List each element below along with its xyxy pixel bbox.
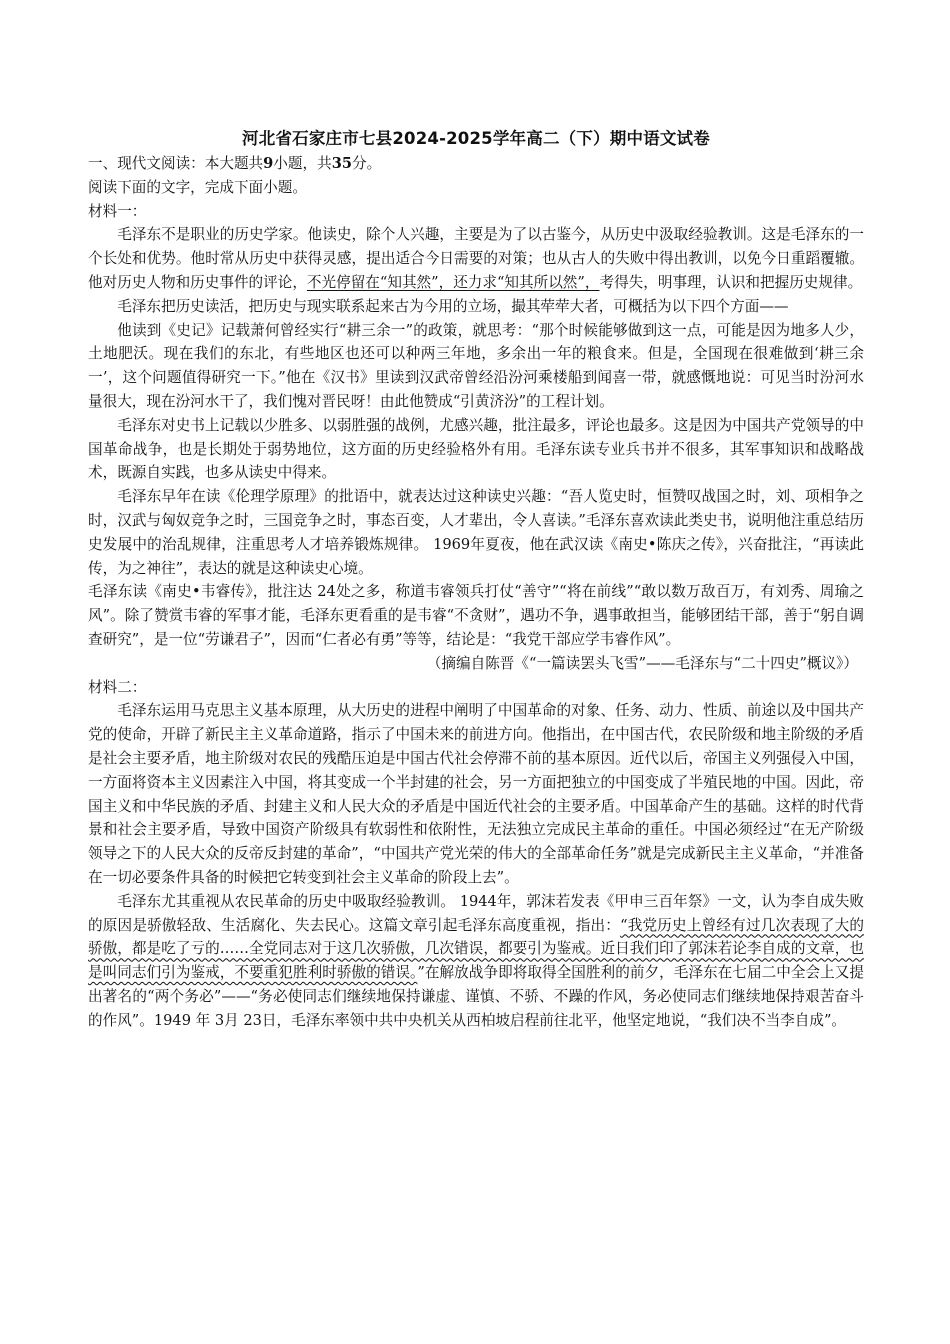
reading-instruction: 阅读下面的文字，完成下面小题。 — [88, 178, 307, 196]
material-one-paragraph-5: 毛泽东早年在读《伦理学原理》的批语中，就表达过这种读史兴趣：“吾人览史时，恒赞叹战国之时，刘、项相争之时，汉武与匈奴竞争之时，三国竞争之时，事态百变，人才辈出，令人喜读。”毛泽东喜欢读此类史书，说明他注重总结历史发展中的治乱规律，注重思考人才培养锻炼规律。 1969年夏夜，他在武汉读《南史•陈庆之传》，兴奋批注，“再读此传，为之神往”，表达的就是这种读史心境。 — [88, 488, 864, 577]
m1-p1-text-end: 考得失，明事理，认识和把握历史规律。 — [599, 273, 863, 291]
material-one-label: 材料一： — [88, 202, 147, 220]
section-heading-suffix: 分。 — [352, 155, 382, 172]
m2-p2-text-end: ”在解放战争即将取得全国胜利的前夕，毛泽东在七届二中全会上又提出著名的“两个务必”——“务必使同志们继续地保持谦虚、谨慎、不骄、不躁的作风，务必使同志们继续地保持艰苦奋斗的作风”。1949 年 3月 23日，毛泽东率领中共中央机关从西柏坡启程前往北平，他坚定地说，“我们决不当李自成”。 — [88, 964, 865, 1029]
material-one-paragraph-3: 他读到《史记》记载萧何曾经实行“耕三余一”的政策，就思考：“那个时候能够做到这一点，可能是因为地多人少，土地肥沃。现在我们的东北，有些地区也还可以种两三年地，多余出一年的粮食来。但是，全国现在很难做到‘耕三余一’，这个问题值得研究一下。”他在《汉书》里读到汉武帝曾经沿汾河乘楼船到闻喜一带，就感慨地说：可见当时汾河水量很大，现在汾河水干了，我们愧对晋民呀！由此他赞成“引黄济汾”的工程计划。 — [88, 321, 864, 410]
material-one-paragraph-1 — [88, 223, 864, 294]
material-one-paragraph-2: 毛泽东把历史读活，把历史与现实联系起来古为今用的立场，撮其荦荦大者，可概括为以下四个方面—— — [117, 297, 789, 315]
exam-title: 河北省石家庄市七县2024-2025学年高二（下）期中语文试卷 — [242, 129, 710, 148]
material-one-source: （摘编自陈晋《“一篇读罢头飞雪”——毛泽东与“二十四史”概议》） — [426, 654, 858, 672]
m2-p2-text: 毛泽东尤其重视从农民革命的历史中吸取经验教训。 1944年，郭沫若发表《甲申三百年祭》一文，认为李自成失败的原因是骄傲轻敌、生活腐化、失去民心。这篇文章引起毛泽东高度重视，指出： — [88, 892, 864, 934]
section-score: 35 — [331, 155, 352, 172]
section-heading — [88, 152, 864, 176]
material-two-paragraph-1: 毛泽东运用马克思主义基本原理，从大历史的进程中阐明了中国革命的对象、任务、动力、性质、前途以及中国共产党的使命，开辟了新民主主义革命道路，指示了中国未来的前进方向。他指出，在中国古代，农民阶级和地主阶级的矛盾是社会主要矛盾，地主阶级对农民的残酷压迫是中国古代社会停滞不前的基本原因。近代以后，帝国主义列强侵入中国，一方面将资本主义因素注入中国，将其变成一个半封建的社会，另一方面把独立的中国变成了半殖民地的中国。因此，帝国主义和中华民族的矛盾、封建主义和人民大众的矛盾是中国近代社会的主要矛盾。中国革命产生的基础。这样的时代背景和社会主要矛盾，导致中国资产阶级具有软弱性和依附性，无法独立完成民主革命的重任。中国必须经过“在无产阶级领导之下的人民大众的反帝反封建的革命”，“中国共产党光荣的伟大的全部革命任务”就是完成新民主主义革命，“并准备在一切必要条件具备的时候把它转变到社会主义革命的阶段上去”。 — [88, 702, 864, 886]
section-heading-middle: 小题，共 — [273, 155, 332, 172]
material-one-paragraph-6: 毛泽东读《南史•韦睿传》，批注达 24处之多，称道韦睿领兵打仗“善守”“将在前线”“敢以数万敌百万，有刘秀、周瑜之风”。除了赞赏韦睿的军事才能，毛泽东更看重的是韦睿“不贪财”，遇功不争，遇事敢担当，能够团结干部，善于“躬自调查研究”，是一位“劳谦君子”，因而“仁者必有勇”等等，结论是：“我党干部应学韦睿作风”。 — [88, 583, 864, 648]
material-two-label: 材料二： — [88, 678, 147, 696]
m2-p2-wavy-underlined-quote: “我党历史上曾经有过几次表现了大的骄傲，都是吃了亏的……全党同志对于这几次骄傲，几次错误，都要引为鉴戒。近日我们印了郭沫若论李自成的文章，也是叫同志们引为鉴戒，不要重犯胜利时骄傲的错误。 — [88, 916, 864, 982]
section-heading-prefix: 一、现代文阅读：本大题共 — [88, 155, 264, 172]
question-count: 9 — [263, 155, 274, 172]
m1-p1-underlined-sentence: 不光停留在“知其然”，还力求“知其所以然”， — [306, 273, 600, 291]
m1-p1-text: 毛泽东不是职业的历史学家。他读史，除个人兴趣，主要是为了以古鉴今，从历史中汲取经验教训。这是毛泽东的一个长处和优势。他时常从历史中获得灵感，提出适合今日需要的对策；也从古人的失败中得出教训，以免今日重蹈覆辙。他对历史人物和历史事件的评论， — [88, 226, 864, 291]
material-two-paragraph-2 — [88, 890, 864, 1033]
material-one-paragraph-4: 毛泽东对史书上记载以少胜多、以弱胜强的战例，尤感兴趣，批注最多，评论也最多。这是因为中国共产党领导的中国革命战争，也是长期处于弱势地位，这方面的历史经验格外有用。毛泽东读专业兵书并不很多，其军事知识和战略战术，既源自实践，也多从读史中得来。 — [88, 416, 864, 482]
